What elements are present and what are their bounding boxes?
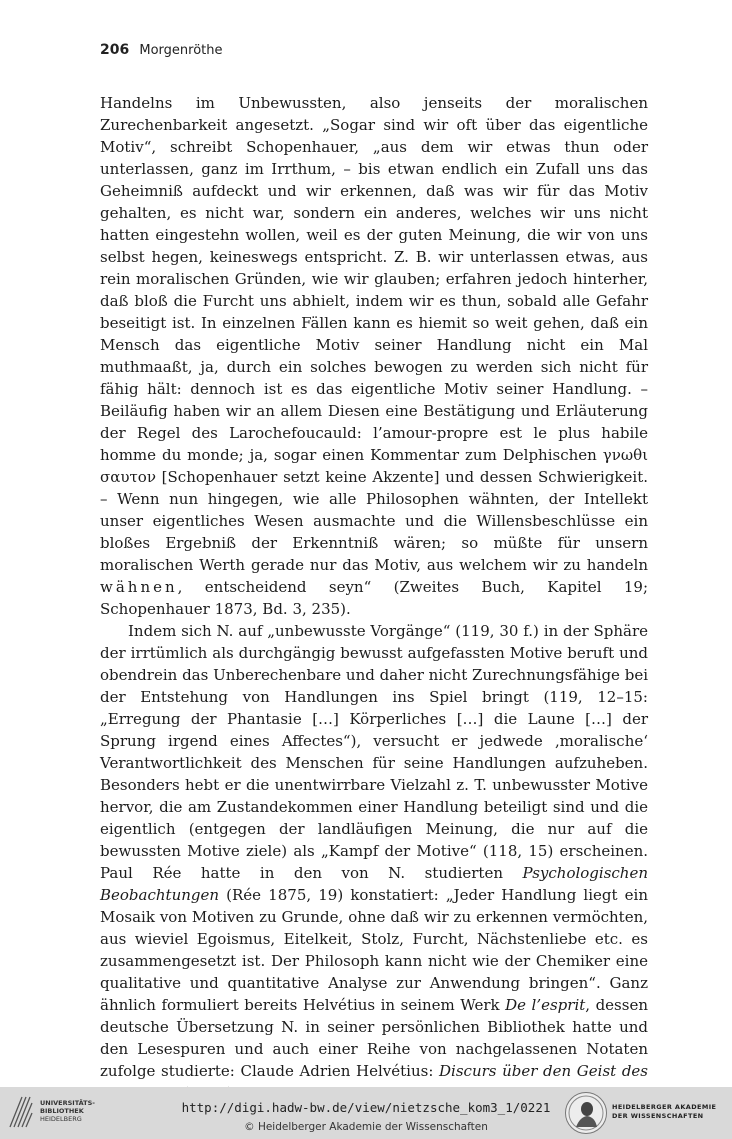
academy-seal-icon[interactable]	[565, 1092, 607, 1134]
main-text	[100, 92, 648, 1104]
running-title: Morgenröthe	[139, 43, 223, 58]
copyright-notice: © Heidelberger Akademie der Wissenschaften	[244, 1121, 488, 1133]
source-url-link[interactable]: http://digi.hadw-bw.de/view/nietzsche_kom3_1/0221	[181, 1100, 551, 1115]
paragraph-1-text-a: Handelns im Unbewussten, also jenseits der moralischen Zurechenbarkeit angesetzt. „Sogar sind wir oft über das eigentliche Motiv“, schreibt Schopenhauer, „aus dem wir etwas thun oder unterlassen, ganz im Irrthum, – bis etwan endlich ein Zufall uns das Geheimniß aufdeckt und wir erkennen, daß was wir für das Motiv gehalten, es nicht war, sondern ein anderes, welches wir uns nicht hatten eingestehn wollen, weil es der guten Meinung, die wir von uns selbst hegen, keineswegs entspricht. Z. B. wir unterlassen etwas, aus rein moralischen Gründen, wie wir glauben; erfahren jedoch hinterher, daß bloß die Furcht uns abhielt, indem wir es thun, sobald alle Gefahr beseitigt ist. In einzelnen Fällen kann es hiemit so weit gehen, daß ein Mensch das eigentliche Motiv seiner Handlung nicht ein Mal muthmaaßt, ja, durch ein solches bewogen zu werden sich nicht für fähig hält: dennoch ist es das eigentliche Motiv seiner Handlung. – Beiläufig haben wir an allem Diesen eine Bestätigung und Erläuterung der Regel des Larochefoucauld: l’amour-propre est le plus habile homme du monde; ja, sogar einen Kommentar zum Delphischen γνωθι σαυτον [Schopenhauer setzt keine Akzente] und dessen Schwierigkeit. – Wenn nun hingegen, wie alle Philosophen wähnten, der Intellekt unser eigentliches Wesen ausmachte und die Willensbeschlüsse ein bloßes Ergebniß der Erkenntniß wären; so müßte für unsern moralischen Werth gerade nur das Motiv, aus welchem wir zu handeln	[100, 94, 648, 574]
paragraph-2-text-c: , dessen deutsche Übersetzung N. in seiner persönlichen Bibliothek hatte und den Lesespuren und auch einer Reihe von nachgelassenen Notaten zufolge studierte: Claude Adrien Helvétius:	[100, 996, 648, 1080]
spaced-emphasis: wähnen	[100, 578, 178, 596]
page-number: 206	[100, 42, 130, 58]
paragraph-1	[100, 92, 648, 620]
academy-line: DER WISSENSCHAFTEN	[612, 1112, 704, 1120]
work-title-discurs: Discurs über den Geist des	[439, 1062, 648, 1080]
paragraph-1-text-b: , entscheidend seyn“ (Zweites Buch, Kapitel 19; Schopenhauer 1873, Bd. 3, 235).	[100, 578, 648, 618]
paragraph-2-text-a: Indem sich N. auf „unbewusste Vorgänge“ (119, 30 f.) in der Sphäre der irrtümlich als durchgängig bewusst aufgefassten Motive beruft und obendrein das Unberechenbare und daher nicht Zurechnungsfähige bei der Entstehung von Handlungen ins Spiel bringt (119, 12–15: „Erregung der Phantasie […] Körperliches […] die Laune […] der Sprung irgend eines Affectes“), versucht er jedwede ‚moralische‘ Verantwortlichkeit des Menschen für seine Handlungen aufzuheben. Besonders hebt er die unentwirrbare Vielzahl z. T. unbewusster Motive hervor, die am Zustandekommen einer Handlung beteiligt sind und die eigentlich (entgegen der landläufigen Meinung, die nur auf die bewussten Motive ziele) als „Kampf der Motive“ (118, 15) erscheinen. Paul Rée hatte in den von N. studierten	[100, 622, 648, 882]
work-title-de-lesprit: De l’esprit	[505, 996, 586, 1014]
work-title-psychologische-beobachtungen: Psychologischen Beobachtungen	[100, 864, 648, 904]
academy-name	[612, 1103, 716, 1121]
library-line: UNIVERSITÄTS-	[40, 1099, 95, 1107]
paragraph-2	[100, 620, 648, 1104]
running-header	[100, 42, 223, 58]
digitization-footer	[0, 1087, 732, 1139]
library-line: HEIDELBERG	[40, 1115, 82, 1123]
academy-line: HEIDELBERGER AKADEMIE	[612, 1103, 717, 1111]
library-line: BIBLIOTHEK	[40, 1107, 84, 1115]
academy-portrait-icon	[566, 1093, 606, 1133]
paragraph-2-text-b: (Rée 1875, 19) konstatiert: „Jeder Handlung liegt ein Mosaik von Motiven zu Grunde, ohne daß wir zu erkennen vermöchten, aus wieviel Egoismus, Eitelkeit, Stolz, Furcht, Nächstenliebe etc. es zusammengesetzt ist. Der Philosoph kann nicht wie der Chemiker eine qualitative und quantitative Analyse zur Anwendung bringen“. Ganz ähnlich formuliert bereits Helvétius in seinem Werk	[100, 886, 648, 1014]
